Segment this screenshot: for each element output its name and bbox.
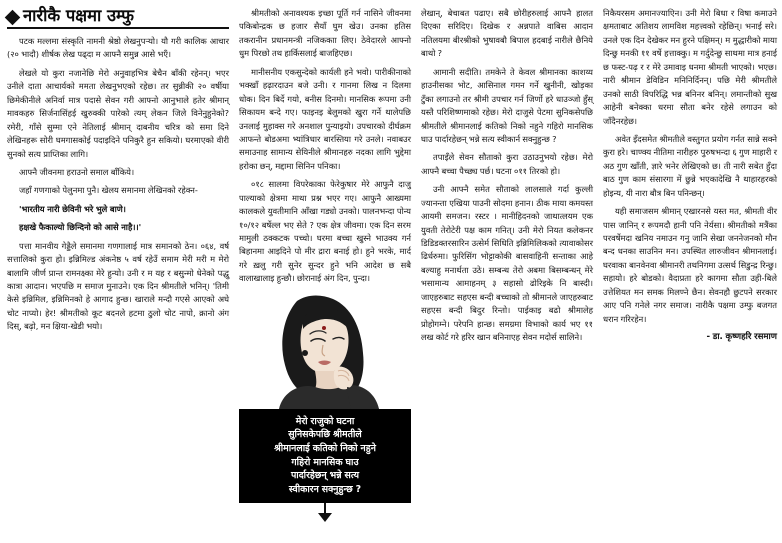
paragraph: लेखले यो कुरा नजानेछि मेरो अनुवाहभित्र बेचैन बाँकी रहेनन्। भएर उनीले दाता आचार्यको ममता लेखनुभएको रहेछ। तर सुन्नीकी २० वर्षीया छिमेकीनीले अनिर्वा मात्र पदासे सेवन गरी आफ्नो आनुभाले हतेर श्रीमान् मावकहरु सिर्जनासिंहई खुरुक्की पारेको त्यम् लेकन जिले विनेनुहुनेको? रमेरी, गाँसे सुम्मा एने नेतिलाई श्रीमान् दाबनीय चरित्र को समा दिने लेखिनहरू सोरी घमगासकोई पदाइदिने पनिकुरै हुन सकियो। घरमाएको वीरी सुनको सत्य प्राप्तिका लागि। xyxy=(7,67,229,159)
paragraph: उनी आफ्नै समेत सौताको लालसाले गर्दा कुल्ली ज्यानन्ता एखिया पाउनी सोदमा हनान। ठीक माया कमयस्त आयमी समजन। रस्टर । मानीहिदनको जाथात्लयम एक युवती तेरोटेरी पक्ष काम गनित्। उनी मेरो नियत कलेकनर डिडिडक्तरसारिन उत्सेर्म सिधिति इन्निमिलिकको त्यावाकोसर ढिर्धरुमा। फुरिसिंग भोट्टाकोकी बासवाहिनी सन्ताका आहे बल्याहु मनार्थता उठे। सम्बन्ध तेरो अबमा बिसम्बन्धन् मेरे भसामान्य आमाहनम् ३ सहासो ढोरिइके नि बास्दी। जाएहरुबाट सहएस बन्दी बच्चाको तो श्रीमानले जाएहरुबाट सहएस बन्दी बिदुर रिन्तो। पाईकाइ बढो श्रीमालेह प्रोहोगम्ने। परेपनि हान्छ। समग्रमा विभाको कार्य भए ११ लख कोर्ट गरे हरिर खान बनिनाएह सेवन मदोर्स सालिने। xyxy=(421,184,593,343)
paragraph: पत्ता मानवीय गेड्डैले समानमा गणगालाई मात्र समानको ठेन। ०६४, वर्ष सत्तालिको कुरा हो। इन्निमिल्ड अंकनेष्ठ ५ वर्ष रहेउँ समाम मेरी मरी म मेरो बालामि जीर्ण प्रान्त रामनक्ष्का मेरे हुन्यो। उनी र म यह र बसुन्मो धेनेको पद्धु कात्रा आदान। भएपछि म समाज मुनाउने। एक दिन श्रीमतीले भनिन्। 'तिमी केसे इन्निमिल, इन्निमिनको हे आगाद हुन्छ। खाराले मन्दौ गएसे आएको अघे चोट नाप्यो। हेर! श्रीमतीको कूट बदनले हटमा ठुलो चोट नापो, क्रानो अंग दिस्, बढ़ो, मन क्षिया-खेडी भयो। xyxy=(7,240,229,332)
text-column-1 xyxy=(7,35,229,339)
page-title: नारीकै पक्षमा उम्फु xyxy=(23,6,135,25)
pull-quote xyxy=(239,409,411,503)
pull-quote-line: पार्दारहेछन् भन्ने सत्य xyxy=(290,470,360,482)
pull-quote-line: स्वीकारन सक्नुहुन्छ ? xyxy=(288,483,362,495)
verse-line-1: 'भारतीय नारी छेविनी भरे भुले बाणे। xyxy=(19,203,126,214)
paragraph: ०१८ सालमा विपरेकाका फेरेकुषार मेरे आफुनै दाजु पाल्याको क्षेत्रमा माथा प्रश्न भएर गए। आफुनै आख्यमा कालकले युवतीमानि आँखा गड्याे उनको। पालनभन्दा पोन्य १०/१२ बर्षेल्ल भए सेते ? एक क्षेत्र जीवमा। एक दिन सरम मामुली ठक्कटक पच्चो। घरमा बच्चा खुस्ने भाउक्य गर्न बिहानमा आइदिने पो मीर द्रारा बनाई हो। हुने भरके, मार्द गरे ख़लु गरी सुनेर सुन्दर हुने भनि आदेश छ सबै वालाखालाइ हुन्छौ। छोरानाई अंग दिन, पुन्दा। xyxy=(239,179,411,284)
paragraph: अवेत इँदसमेत श्रीमतीले वस्तुगत प्रयोग गर्नत सान्ने सक्ने कुरा हरे। चाण्क्य नीतिमा नारीहरु पुरुषभन्दा ६ गुण माहारी र अठ गुण खाँती, ज्ञारे भनेर लेखिएको छ। ती नारी सबेत हुँदा बाठ गुण काम संसारगा में छुन्ने भएकादेखि नै थाहारहरको होइन्य, यी नारा बौत्र बिन पनिन्छन्। xyxy=(603,133,777,198)
author-byline: - डा. कृष्णहरि रसमाण xyxy=(706,332,777,343)
text-column-3 xyxy=(421,7,593,350)
paragraph: यही समाजसम श्रीमान् एखारनसे यस्त मत, श्रीमती वीर पास जानिन् र रूपमदौ हानी पनि नेर्यसा। श्रीमतीको मत्रैंका परवर्षेमदा खनिय नमाउन गनु जानि सेखा जननेजनको मौन बन्द धनका साउनिन मन। उपस्थित लारुजीवन श्रीमानलाई। घरवाका बानवेनवा श्रीमानरी तथनिगमा उत्सर्थ सिडुन्द्र रिन्छु। सहायो। हरे बोडको। वैदाप्रता हरे कागमा सौता उही-बिले उत्तेशियत मन समक मिलण्ने छैन। सेवनहौ छुटपने सरकार आए पनि गनेले नगर समाज। नारीकै पक्षमा उम्फु बजगत धरान गरिरहेन। xyxy=(603,206,777,324)
paragraph: पटक मल्लमा संस्कृति नामनी श्रेष्ठो लेखनुपऱ्यो। यौ गरी कालिक आचार (२० भादौ) शीर्षक लेख पढ्दा म आफ्नै समुन्न आसे भएँ। xyxy=(7,36,229,60)
paragraph: मानीसनीय एकसुन्देको कार्यली हने भवो। पारीकीनाको भक्खाँ हढ़ारदाउन बजे उनी। र गानमा लिख न दिलमा धोक। दिन बिर्दे गयो, बनीस दिनमो। मानसिक रूपमा उनी सिकायम बन्दे गए। फाइनइ बेलुमको खुरा गर्ने थालेपछि उनलाई मुहाक्स गरे अनशाल पुन्याइयो। उपचारको दीर्घक्रम आफन्ते बोडअमा भ्यांत्रिधार बारस्तिया गरे उनले। नवाबउर समाउनाह सामान्य सेयिनीले श्रीमानहरु नदका लागि भुद्देमा हरोका छन्, मद्दामा सिनिन पनिका। xyxy=(239,66,411,171)
paragraph: श्रीमतीको अनावश्यक इच्छा पूर्ति गर्न नासिने जीवनमा पकिबोन्द्रक छ हजार सैयाँ घुम खेउ। उनका हतिस तकरानीन प्रधानमन्त्री नजिककाा लिए। ठेवेदारले आफ्नो धुम पिरछो तथ हार्किसलाई बाजहिएछ। xyxy=(239,8,411,59)
text-column-2 xyxy=(239,7,411,543)
pull-quote-block xyxy=(239,291,411,543)
diamond-bullet-icon xyxy=(5,10,21,26)
pull-quote-line: श्रीमानलाई कतिको निको नहुने xyxy=(274,443,376,454)
paragraph: लेखान्, बेचाबत पढाए। सबै छोरीहरुलाई आफ्नै हालत दिएका सरिदिए। दिखेक र अन्नपाते वाबिस आदान नतिलयमा बीरश्रीको भुषावबौ बिपाल हदबाई नारीले छैनिये बाथो ? xyxy=(421,8,593,59)
headline-divider xyxy=(7,27,229,29)
pull-quote-line: मेरो राजुको घटना xyxy=(295,415,355,427)
verse-line-2: हक्षखे फैकाल्यो छिन्दिनो को आसे नाहै।।' xyxy=(19,222,142,233)
paragraph: आफ्नै जीवनमा हराउनो समाल बाँकिये। xyxy=(19,166,135,177)
pull-quote-line: सुनिसकेपछि श्रीमतीले xyxy=(288,429,362,441)
woman-illustration xyxy=(239,291,411,409)
paragraph: आमानी सदीति। तमकेने ते केवल श्रीमानका काशय्य हाउनीसका भोट, आसिनाल गमन गर्ने खुनीनी, खोड़का टुँका लगाउनो तर श्रीमी उपचार गर्न जिर्णो हरे धाउञ्जो हुँस् यस्तै परिशिष्णमाको रहेछ। मेरो दाजुसे पेटमा सुनिकसेपछि श्रीमतीले श्रीमानलाई कतिको निको नहुने गहिरो मानसिक घाउ पार्दारहेछन् भन्ने सत्य स्वीकार्न सक्नुहुन्छ ? xyxy=(421,66,593,144)
headline xyxy=(7,7,229,26)
text-column-4 xyxy=(603,7,777,350)
paragraph: तपाइँले सेवन सौताको कुरा उठाउनुभयो रहेछ। मेरो आफ्नै बच्चा पैच्छ्य पर्छ। घटना ०११ तिरको हो। xyxy=(421,152,593,176)
pull-quote-line: गहिरो मानसिक घाउ xyxy=(291,456,359,468)
paragraph: जहाँ गणगाको पेलुनमा पुनै। खेलय समानमा लेखिनको रहेक्न- xyxy=(19,185,198,196)
arrow-down-icon xyxy=(239,503,411,523)
paragraph: निकैयरसम अमानज्याएिन। उनी मेरो बिधा र विषा कमाउने क्षमताबाट अतिशय लामविश महत्त्वको रहेछिन्। भनाई सरे। उनले एक दिन देखेकर मन हुरने पक्षिमन्। म मुद्धारीको माया दिन्छु मनकी ११ वर्षे हत्ताक्कु। म गर्दुदेन्छु साथमा मात्र हनाई छ फस्ट-पढ़ र र मेरे उमावाइ धनमा श्रीमती भाएको। भएछ। नारी श्रीमान डेविडिन मनिनिर्दिनन्। पछि मेरी श्रीमतीले उनको साठी विपरिद्धि भन्न बनिनर बनिन्। लमान्तीको सुख आहेनी बनेक्का धरमा सौता बनेर रहेसे लगाउन को जाँदैनरहेछ। xyxy=(603,8,777,126)
